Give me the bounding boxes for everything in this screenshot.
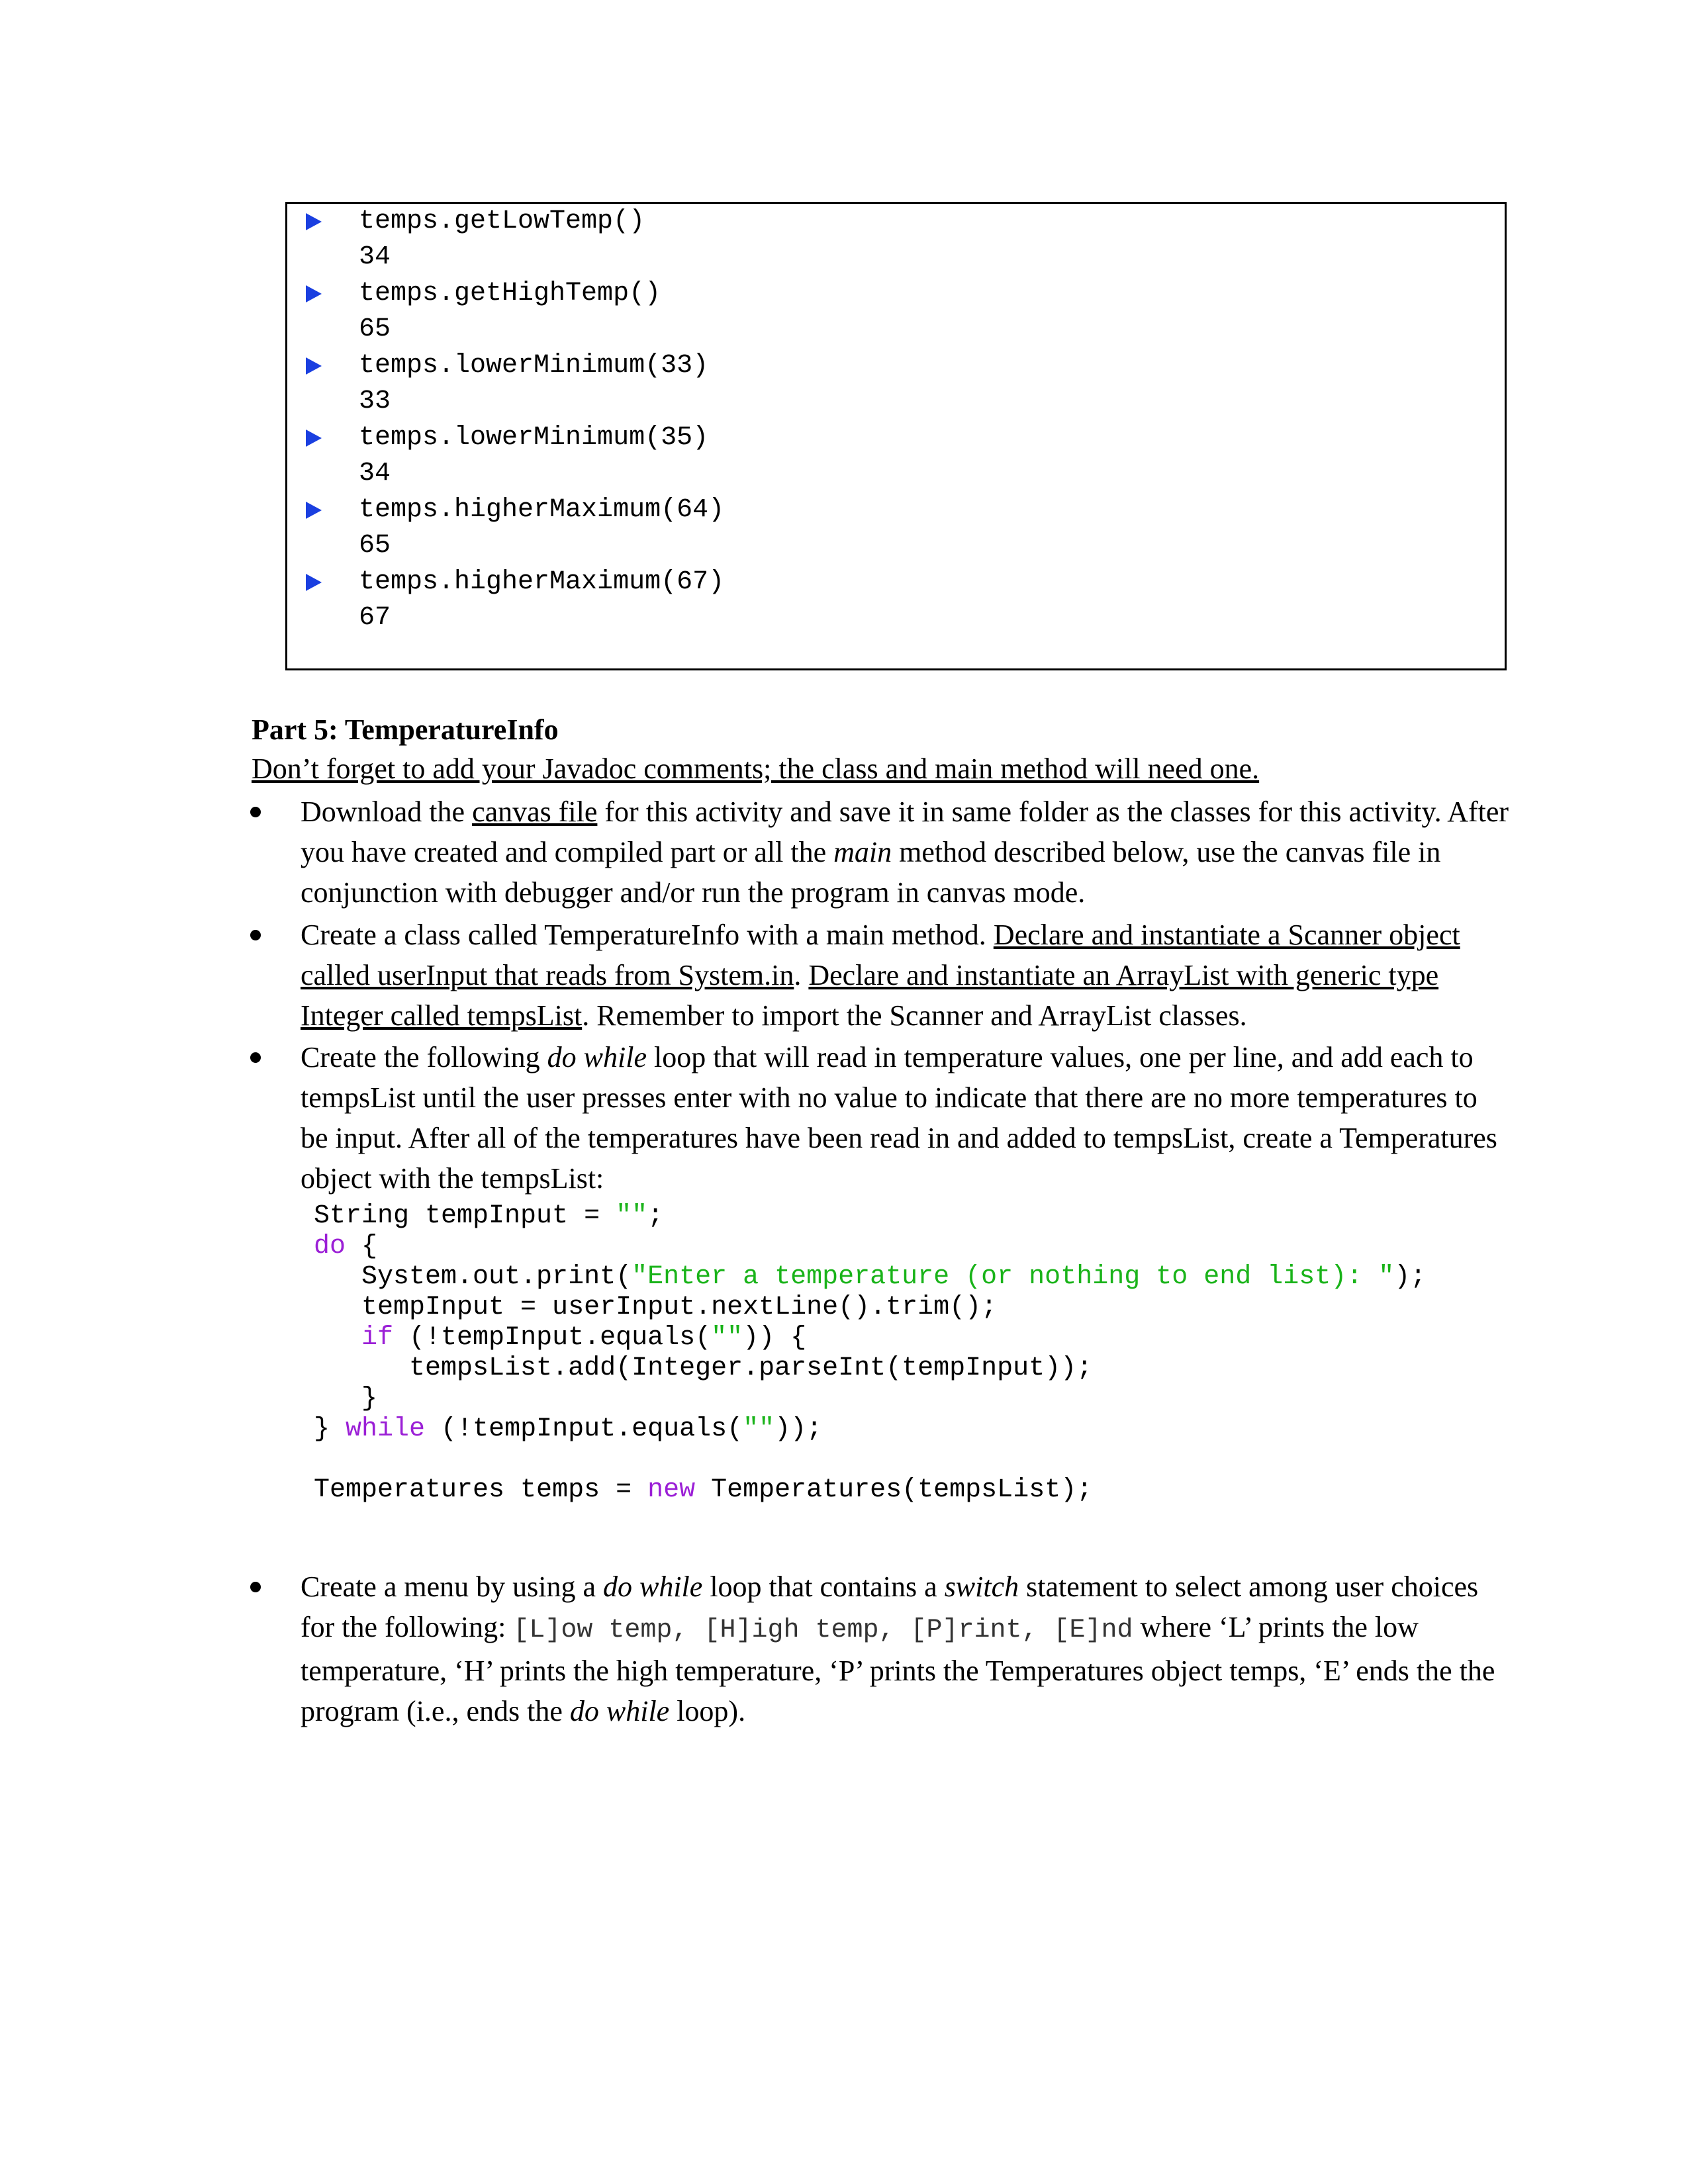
interaction-output: 67 [359, 603, 391, 633]
javadoc-reminder: Don’t forget to add your Javadoc comments; the class and main method will need one. [252, 752, 1260, 785]
code-line: Temperatures temps = new Temperatures(tempsList); [314, 1475, 1093, 1505]
interaction-input: temps.higherMaximum(64) [359, 495, 725, 525]
text-italic: do while [547, 1041, 647, 1073]
interaction-output: 65 [359, 531, 391, 561]
code-line: do { [314, 1232, 378, 1261]
code-line: tempsList.add(Integer.parseInt(tempInput)); [314, 1353, 1093, 1383]
play-arrow-icon [306, 285, 322, 302]
text: where ‘L’ prints the low temperature, ‘H’ prints the high temperature, ‘P’ prints the Temperatures object temps, ‘E’ ends the the program (i.e., ends the [301, 1611, 1495, 1727]
interaction-output: 34 [359, 459, 391, 488]
bullet-icon [250, 1052, 261, 1063]
bullet-paragraph-create-class [301, 915, 1512, 1036]
text: loop). [669, 1695, 746, 1727]
text: Create the following [301, 1041, 547, 1073]
bullet-paragraph-menu [301, 1567, 1512, 1731]
text: Create a menu by using a [301, 1570, 603, 1603]
code-line: tempInput = userInput.nextLine().trim(); [314, 1293, 998, 1322]
interactions-box [285, 202, 1507, 670]
code-line: } [314, 1384, 378, 1414]
code-line: String tempInput = ""; [314, 1201, 664, 1231]
text-italic: do while [569, 1695, 670, 1727]
interaction-input: temps.getLowTemp() [359, 206, 645, 236]
text: . [794, 959, 809, 991]
bullet-icon [250, 1582, 261, 1592]
play-arrow-icon [306, 357, 322, 375]
interaction-output: 33 [359, 387, 391, 416]
play-arrow-icon [306, 430, 322, 447]
interaction-input: temps.higherMaximum(67) [359, 567, 725, 597]
canvas-file-link[interactable]: canvas file [472, 796, 598, 828]
interaction-input: temps.lowerMinimum(35) [359, 423, 709, 453]
text-underlined: Declare and instantiate a Scanner object called userInput that reads from System.in [301, 919, 1460, 991]
text: loop that will read in temperature values, one per line, and add each to tempsList until the user presses enter with no value to indicate that there are no more temperatures to be input. After all of the temperatures have been read in and added to tempsList, create a Temperatures object with the tempsList: [301, 1041, 1497, 1195]
interaction-input: temps.getHighTemp() [359, 279, 661, 308]
text-italic: switch [944, 1570, 1019, 1603]
play-arrow-icon [306, 574, 322, 591]
text: method described below, use the canvas file in conjunction with debugger and/or run the program in canvas mode. [301, 836, 1441, 909]
bullet-paragraph-download [301, 792, 1512, 913]
bullet-icon [250, 807, 261, 817]
text: Create a class called TemperatureInfo with a main method. [301, 919, 994, 951]
text: for this activity and save it in same folder as the classes for this activity. After you have created and compiled part or all the [301, 796, 1509, 868]
bullet-icon [250, 930, 261, 940]
play-arrow-icon [306, 213, 322, 230]
text: Download the [301, 796, 473, 828]
text-italic: main [833, 836, 892, 868]
section-heading: Part 5: TemperatureInfo [252, 713, 559, 746]
code-line: System.out.print("Enter a temperature (or nothing to end list): "); [314, 1262, 1427, 1292]
text: statement to select among user choices for the following: [301, 1570, 1479, 1643]
code-line: } while (!tempInput.equals("")); [314, 1414, 823, 1444]
interaction-output: 65 [359, 314, 391, 344]
text: loop that contains a [702, 1570, 945, 1603]
text: . Remember to import the Scanner and ArrayList classes. [582, 999, 1247, 1032]
code-block [314, 1201, 1426, 1506]
code-line: if (!tempInput.equals("")) { [361, 1323, 807, 1353]
interaction-output: 34 [359, 242, 391, 272]
menu-options-text: [L]ow temp, [H]igh temp, [P]rint, [E]nd [513, 1615, 1133, 1645]
bullet-paragraph-do-while [301, 1037, 1512, 1199]
play-arrow-icon [306, 502, 322, 519]
text-underlined: Declare and instantiate an ArrayList with generic type Integer called tempsList [301, 959, 1439, 1032]
text-italic: do while [602, 1570, 703, 1603]
interaction-input: temps.lowerMinimum(33) [359, 351, 709, 381]
